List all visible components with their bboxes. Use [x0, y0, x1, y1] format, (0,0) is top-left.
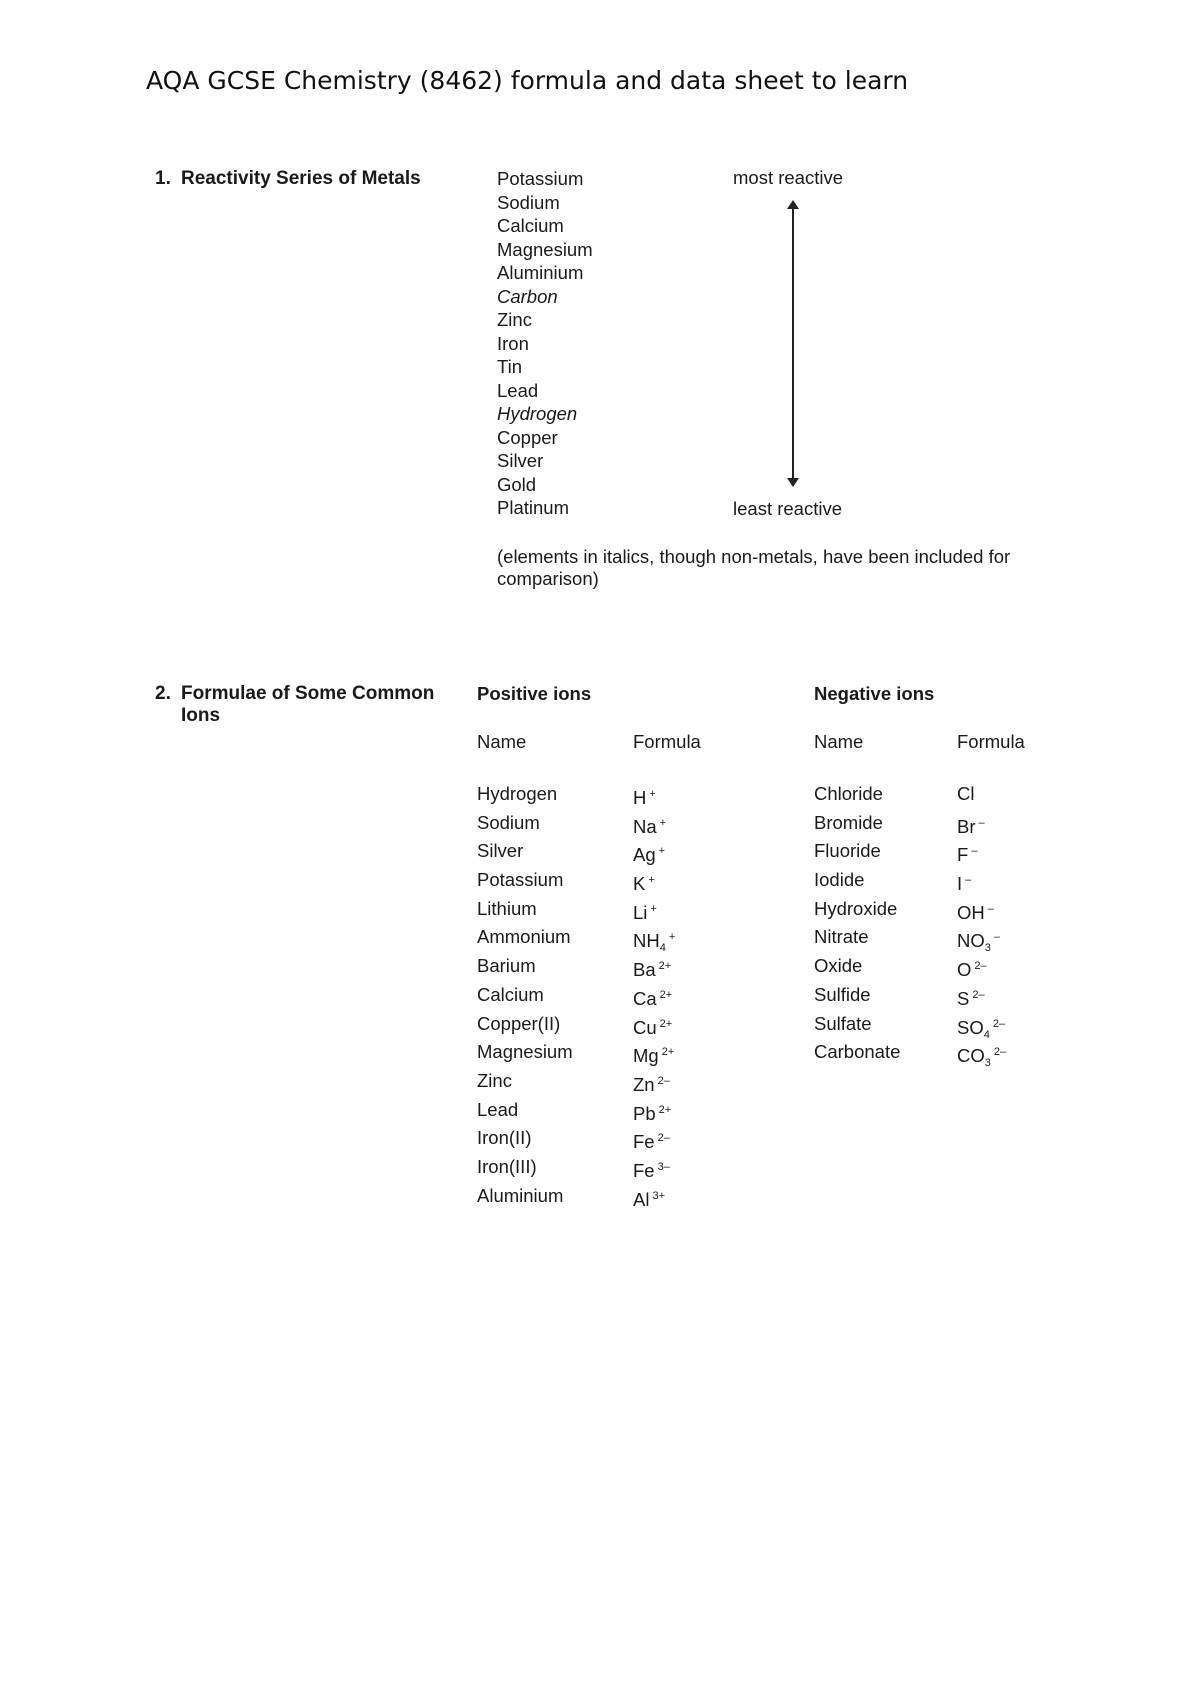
positive-ion-formula — [633, 1153, 675, 1182]
formula-symbol: Ba — [633, 959, 656, 981]
formula-symbol: Ca — [633, 987, 657, 1009]
positive-ion-name: Magnesium — [477, 1041, 573, 1063]
formula-symbol: Li — [633, 901, 648, 923]
negative-ion-formula — [957, 1010, 1006, 1039]
formula-charge: + — [658, 845, 666, 858]
negative-ion-name: Nitrate — [814, 926, 869, 948]
formula-charge: 3+ — [652, 1189, 665, 1202]
positive-ions-heading: Positive ions — [477, 683, 592, 704]
positive-ion-names — [477, 780, 573, 1210]
metal-item: Aluminium — [497, 262, 584, 283]
formula-symbol: Ag — [633, 844, 656, 866]
positive-ion-formulas — [633, 780, 675, 1210]
positive-ion-name: Zinc — [477, 1069, 512, 1091]
formula-symbol: I — [957, 873, 963, 895]
most-reactive-label: most reactive — [733, 167, 844, 188]
negative-ion-formula — [957, 952, 1006, 981]
document-title: AQA GCSE Chemistry (8462) formula and data sheet to learn — [146, 66, 909, 95]
positive-ion-formula — [633, 780, 675, 809]
negative-ions-heading: Negative ions — [814, 683, 935, 704]
positive-ion-formula — [633, 923, 676, 955]
formula-charge: – — [971, 845, 978, 858]
negative-ion-name: Sulfide — [814, 983, 871, 1005]
negative-ion-names — [814, 780, 900, 1067]
metal-item: Calcium — [497, 215, 564, 236]
formula-symbol: CO — [957, 1045, 985, 1067]
positive-ion-formula — [633, 866, 675, 895]
formula-subscript: 3 — [984, 1057, 991, 1070]
negative-ion-formula — [957, 923, 1006, 955]
negative-ion-formula — [957, 866, 1006, 895]
formula-symbol: Fe — [633, 1131, 655, 1153]
negative-ion-name: Sulfate — [814, 1012, 872, 1034]
formula-charge: 2+ — [659, 1017, 673, 1030]
negative-ion-formula — [957, 809, 1006, 838]
positive-ion-formula — [633, 1096, 675, 1125]
formula-charge: + — [650, 902, 657, 915]
reactivity-arrow-line — [792, 205, 794, 481]
formula-charge: 2– — [657, 1074, 670, 1087]
metal-item: Lead — [497, 379, 539, 401]
formula-charge: + — [668, 931, 676, 944]
metal-item: Potassium — [497, 168, 584, 189]
formula-subscript: 4 — [659, 942, 666, 955]
metal-item: Carbon — [497, 285, 558, 307]
negative-ion-name: Oxide — [814, 955, 863, 977]
italics-note: (elements in italics, though non-metals, have been included for comparison) — [497, 546, 1011, 589]
positive-ion-name: Iron(III) — [477, 1155, 537, 1177]
negative-ion-formula — [957, 895, 1006, 924]
formula-symbol: Al — [633, 1188, 650, 1210]
formula-symbol: O — [957, 959, 972, 981]
positive-ion-name: Sodium — [477, 811, 540, 833]
section-2-number: 2. — [155, 683, 171, 704]
metal-item: Magnesium — [497, 238, 593, 260]
positive-ion-name: Hydrogen — [477, 783, 558, 804]
metal-item: Tin — [497, 356, 523, 377]
formula-symbol: NH — [633, 930, 660, 952]
negative-ion-formula — [957, 981, 1006, 1010]
formula-subscript: 3 — [984, 942, 991, 955]
formula-charge: 2– — [974, 960, 987, 973]
metal-item: Sodium — [497, 191, 560, 213]
formula-symbol: F — [957, 844, 969, 866]
positive-ion-name: Copper(II) — [477, 1012, 561, 1034]
positive-ion-formula — [633, 1067, 675, 1096]
section-1-number: 1. — [155, 168, 171, 189]
formula-charge: + — [659, 816, 667, 829]
formula-charge: 3– — [657, 1160, 670, 1173]
positive-ion-name: Aluminium — [477, 1184, 564, 1206]
metal-item: Hydrogen — [497, 403, 578, 424]
formula-symbol: Mg — [633, 1045, 659, 1067]
formula-symbol: Br — [957, 815, 976, 837]
formula-symbol: K — [633, 873, 646, 895]
formula-charge: 2+ — [661, 1046, 675, 1059]
positive-ion-name: Lead — [477, 1098, 519, 1120]
positive-formula-header: Formula — [633, 731, 701, 752]
negative-ion-name: Iodide — [814, 869, 865, 891]
positive-ion-formula — [633, 1124, 675, 1153]
metal-item: Zinc — [497, 309, 532, 330]
negative-ion-formulas — [957, 780, 1007, 1070]
formula-charge: – — [978, 816, 985, 829]
formula-charge: 2+ — [659, 988, 673, 1001]
formula-charge: – — [987, 902, 994, 915]
positive-ion-name: Potassium — [477, 869, 564, 891]
positive-ion-name: Calcium — [477, 983, 544, 1005]
formula-charge: + — [649, 788, 656, 800]
metal-item: Platinum — [497, 497, 569, 518]
positive-ion-formula — [633, 837, 675, 866]
formula-symbol: H — [633, 787, 647, 808]
negative-ion-formula — [957, 837, 1006, 866]
formula-symbol: NO — [957, 930, 985, 952]
positive-ion-name: Silver — [477, 840, 524, 862]
positive-ion-formula — [633, 1038, 675, 1067]
negative-ion-formula — [957, 780, 1006, 809]
least-reactive-label: least reactive — [733, 498, 842, 519]
arrow-down-icon — [787, 478, 799, 487]
section-1-title: Reactivity Series of Metals — [181, 168, 421, 189]
positive-ion-formula — [633, 1182, 675, 1211]
formula-charge: – — [965, 874, 972, 887]
formula-symbol: Na — [633, 815, 657, 837]
metal-item: Copper — [497, 426, 558, 448]
positive-name-header: Name — [477, 731, 527, 752]
formula-symbol: Cu — [633, 1016, 657, 1038]
formula-charge: – — [993, 931, 1000, 944]
formula-charge: 2+ — [658, 1103, 672, 1116]
formula-symbol: Pb — [633, 1102, 656, 1124]
formula-symbol: SO — [957, 1016, 984, 1038]
formula-charge: 2– — [657, 1132, 670, 1145]
negative-ion-name: Chloride — [814, 783, 883, 804]
negative-ion-name: Bromide — [814, 811, 883, 833]
negative-ion-name: Fluoride — [814, 840, 881, 862]
formula-symbol: Cl — [957, 783, 975, 804]
negative-ion-name: Hydroxide — [814, 897, 898, 919]
formula-symbol: Fe — [633, 1159, 655, 1181]
positive-ion-name: Barium — [477, 955, 536, 977]
positive-ion-formula — [633, 1010, 675, 1039]
formula-charge: + — [648, 874, 655, 887]
metal-item: Iron — [497, 332, 529, 354]
formula-charge: 2– — [993, 1046, 1007, 1059]
positive-ion-name: Iron(II) — [477, 1127, 532, 1149]
formula-subscript: 4 — [983, 1028, 990, 1041]
positive-ion-formula — [633, 895, 675, 924]
metal-item: Gold — [497, 473, 537, 495]
formula-symbol: OH — [957, 901, 985, 923]
positive-ion-formula — [633, 809, 675, 838]
reactivity-series-list — [497, 167, 593, 520]
negative-name-header: Name — [814, 731, 864, 752]
negative-ion-formula — [957, 1038, 1007, 1070]
positive-ion-name: Ammonium — [477, 926, 571, 948]
formula-symbol: S — [957, 987, 970, 1009]
positive-ion-formula — [633, 952, 675, 981]
positive-ion-formula — [633, 981, 675, 1010]
section-2-title: Formulae of Some Common Ions — [181, 683, 435, 726]
negative-formula-header: Formula — [957, 731, 1025, 752]
negative-ion-name: Carbonate — [814, 1041, 901, 1063]
formula-charge: 2+ — [658, 960, 672, 973]
formula-charge: 2– — [972, 988, 985, 1001]
formula-charge: 2– — [992, 1017, 1006, 1030]
formula-symbol: Zn — [633, 1073, 655, 1095]
metal-item: Silver — [497, 450, 544, 471]
positive-ion-name: Lithium — [477, 897, 537, 919]
